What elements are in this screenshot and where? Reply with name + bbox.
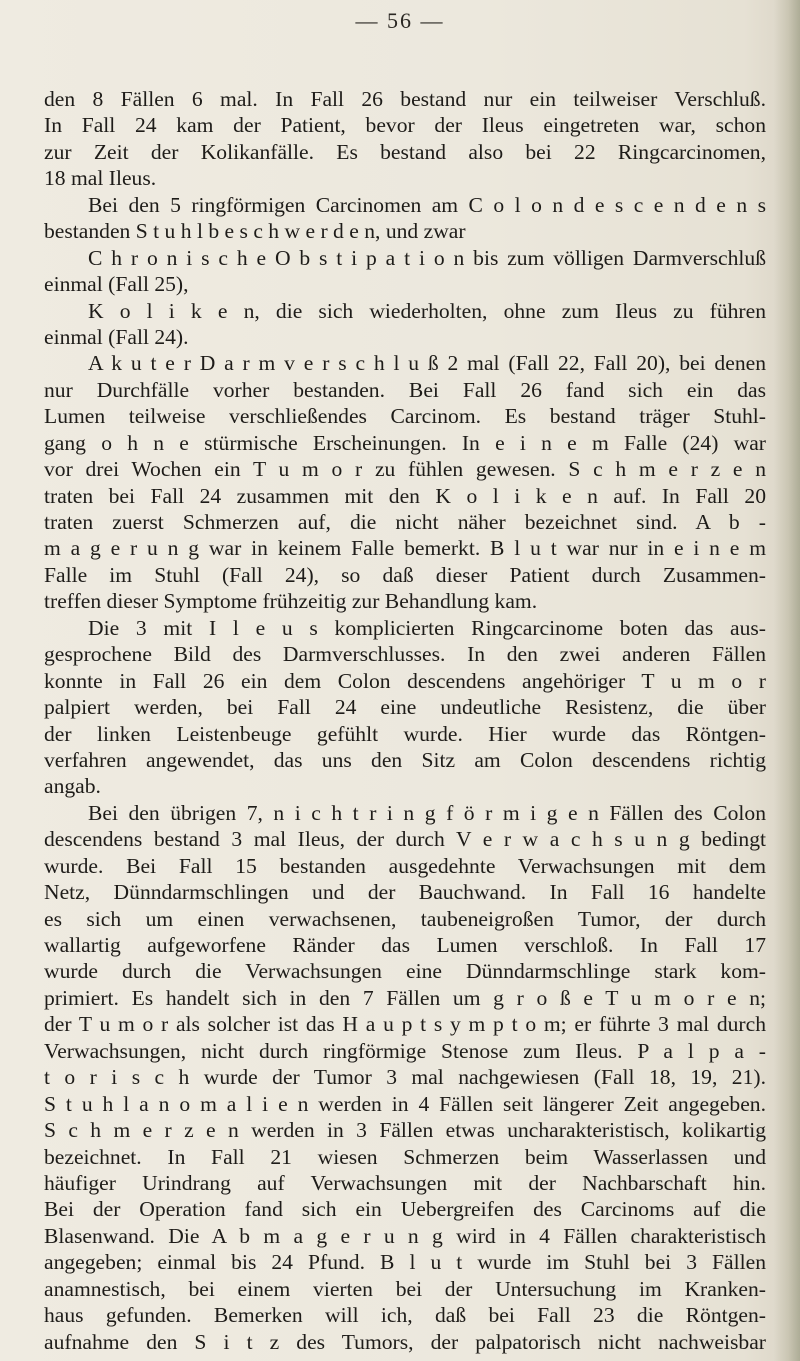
text-line: häufiger Urindrang auf Verwachsungen mit der Nachbarschaft hin.	[44, 1170, 766, 1195]
text-line: Bei der Operation fand sich ein Uebergreifen des Carcinoms auf die	[44, 1197, 766, 1222]
text-line: descendens bestand 3 mal Ileus, der durch V e r w a c h s u n g bedingt	[44, 827, 766, 852]
text-line: Falle im Stuhl (Fall 24), so daß dieser Patient durch Zusammen-	[44, 562, 766, 587]
text-line: gang o h n e stürmische Erscheinungen. In e i n e m Falle (24) war	[44, 430, 766, 455]
text-line: palpiert werden, bei Fall 24 eine undeutliche Resistenz, die über	[44, 695, 766, 720]
text-line: Bei den 5 ringförmigen Carcinomen am C o l o n d e s c e n d e n s	[88, 192, 766, 217]
text-line: S c h m e r z e n werden in 3 Fällen etwas uncharakteristisch, kolikartig	[44, 1118, 766, 1143]
text-line: den 8 Fällen 6 mal. In Fall 26 bestand nur ein teilweiser Verschluß.	[44, 87, 766, 111]
text-line: einmal (Fall 24).	[44, 324, 189, 349]
text-line: es sich um einen verwachsenen, taubeneigroßen Tumor, der durch	[44, 906, 766, 931]
text-line: t o r i s c h wurde der Tumor 3 mal nachgewiesen (Fall 18, 19, 21).	[44, 1065, 766, 1090]
page-number: — 56 —	[355, 8, 445, 33]
text-line: traten bei Fall 24 zusammen mit den K o l i k e n auf. In Fall 20	[44, 483, 766, 508]
text-line: angegeben; einmal bis 24 Pfund. B l u t wurde im Stuhl bei 3 Fällen	[44, 1250, 766, 1275]
text-line: Lumen teilweise verschließendes Carcinom. Es bestand träger Stuhl-	[44, 404, 766, 429]
text-line: wurde. Bei Fall 15 bestanden ausgedehnte Verwachsungen mit dem	[44, 853, 766, 878]
text-line: vor drei Wochen ein T u m o r zu fühlen gewesen. S c h m e r z e n	[44, 457, 766, 482]
text-line: wallartig aufgeworfene Ränder das Lumen verschloß. In Fall 17	[44, 933, 766, 957]
page-edge-shadow	[774, 0, 800, 1361]
text-line: konnte in Fall 26 ein dem Colon descendens angehöriger T u m o r	[44, 668, 766, 693]
text-line: Bei den übrigen 7, n i c h t r i n g f ö r m i g e n Fällen des Colon	[88, 800, 766, 825]
text-line: zur Zeit der Kolikanfälle. Es bestand also bei 22 Ringcarcinomen,	[44, 139, 766, 164]
text-line: einmal (Fall 25),	[44, 272, 189, 297]
text-line: Die 3 mit I l e u s komplicierten Ringcarcinome boten das aus-	[88, 615, 766, 640]
text-line: der linken Leistenbeuge gefühlt wurde. Hier wurde das Röntgen-	[44, 721, 766, 746]
text-line: bezeichnet. In Fall 21 wiesen Schmerzen beim Wasserlassen und	[44, 1144, 766, 1169]
text-line: wurde durch die Verwachsungen eine Dünndarmschlinge stark kom-	[44, 959, 766, 984]
text-line: In Fall 24 kam der Patient, bevor der Ileus eingetreten war, schon	[44, 113, 766, 138]
text-line: bestanden S t u h l b e s c h w e r d e n, und zwar	[44, 219, 466, 244]
text-line: 18 mal Ileus.	[44, 166, 157, 191]
text-line: nur Durchfälle vorher bestanden. Bei Fall 26 fand sich ein das	[44, 377, 766, 402]
text-line: verfahren angewendet, das uns den Sitz am Colon descendens richtig	[44, 747, 766, 772]
text-line: haus gefunden. Bemerken will ich, daß bei Fall 23 die Röntgen-	[44, 1303, 766, 1328]
text-line: Netz, Dünndarmschlingen und der Bauchwand. In Fall 16 handelte	[44, 880, 766, 905]
text-line: C h r o n i s c h e O b s t i p a t i o n bis zum völligen Darmverschluß	[88, 245, 766, 270]
text-line: m a g e r u n g war in keinem Falle bemerkt. B l u t war nur in e i n e m	[44, 536, 766, 561]
text-line: aufnahme den S i t z des Tumors, der palpatorisch nicht nachweisbar	[44, 1329, 766, 1354]
text-line: traten zuerst Schmerzen auf, die nicht näher bezeichnet sind. A b -	[44, 510, 766, 534]
text-line: angab.	[44, 774, 101, 799]
text-line: A k u t e r D a r m v e r s c h l u ß 2 mal (Fall 22, Fall 20), bei denen	[88, 351, 766, 376]
text-line: Verwachsungen, nicht durch ringförmige Stenose zum Ileus. P a l p a -	[44, 1038, 766, 1063]
text-line: gesprochene Bild des Darmverschlusses. In den zwei anderen Fällen	[44, 642, 766, 667]
text-line: anamnestisch, bei einem vierten bei der Untersuchung im Kranken-	[44, 1276, 766, 1301]
text-line: primiert. Es handelt sich in den 7 Fällen um g r o ß e T u m o r e n;	[44, 985, 766, 1010]
text-line: Blasenwand. Die A b m a g e r u n g wird in 4 Fällen charakteristisch	[44, 1223, 766, 1248]
body-text	[44, 86, 766, 1355]
text-line: der T u m o r als solcher ist das H a u p t s y m p t o m; er führte 3 mal durch	[44, 1012, 766, 1037]
text-line: K o l i k e n, die sich wiederholten, ohne zum Ileus zu führen	[88, 298, 766, 323]
text-line: treffen dieser Symptome frühzeitig zur Behandlung kam.	[44, 589, 538, 614]
text-line: S t u h l a n o m a l i e n werden in 4 Fällen seit längerer Zeit angegeben.	[44, 1091, 766, 1116]
